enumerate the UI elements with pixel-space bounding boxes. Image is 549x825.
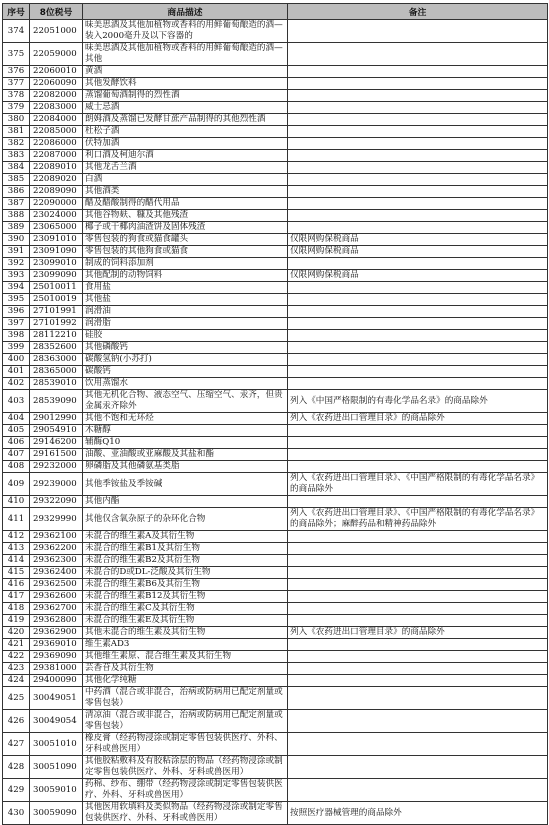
row-serial-number: 394: [3, 282, 30, 294]
row-tariff-code: 25010019: [30, 294, 83, 306]
row-serial-number: 387: [3, 198, 30, 210]
row-remark: [288, 198, 548, 210]
row-serial-number: 405: [3, 425, 30, 437]
table-row: [3, 449, 548, 461]
row-description: 清凉油（混合或非混合，治病或防病用已配定剂量或零售包装）: [83, 710, 288, 733]
row-serial-number: 383: [3, 150, 30, 162]
row-remark: [288, 579, 548, 591]
row-description: 未混合的维生素A及其衍生物: [83, 531, 288, 543]
row-remark: [288, 90, 548, 102]
table-row: [3, 138, 548, 150]
row-remark: [288, 531, 548, 543]
row-remark: [288, 663, 548, 675]
row-serial-number: 412: [3, 531, 30, 543]
row-description: 其他酒类: [83, 186, 288, 198]
table-row: [3, 461, 548, 473]
row-description: 其他龙舌兰酒: [83, 162, 288, 174]
row-remark: [288, 318, 548, 330]
table-row: [3, 126, 548, 138]
row-description: 未混合的维生素B2及其衍生物: [83, 555, 288, 567]
row-remark: [288, 366, 548, 378]
row-description: 其他胶粘敷料及有胶粘涂层的物品（经药物浸涂或制定零售包装供医疗、外科、牙科或兽医用）: [83, 756, 288, 779]
row-tariff-code: 28352600: [30, 342, 83, 354]
row-serial-number: 420: [3, 627, 30, 639]
row-remark: [288, 615, 548, 627]
row-remark: [288, 425, 548, 437]
row-serial-number: 391: [3, 246, 30, 258]
row-description: 朗姆酒及蒸馏已发酵甘蔗产品制得的其他烈性酒: [83, 114, 288, 126]
table-row: [3, 282, 548, 294]
row-tariff-code: 29369090: [30, 651, 83, 663]
row-tariff-code: 30059010: [30, 779, 83, 802]
row-remark: [288, 675, 548, 687]
row-remark: 列入《农药进出口管理目录》的商品除外: [288, 413, 548, 425]
table-row: [3, 258, 548, 270]
row-tariff-code: 29054910: [30, 425, 83, 437]
row-description: 辅酶Q10: [83, 437, 288, 449]
row-serial-number: 388: [3, 210, 30, 222]
row-serial-number: 403: [3, 390, 30, 413]
row-tariff-code: 30051010: [30, 733, 83, 756]
table-row: [3, 603, 548, 615]
table-row: [3, 210, 548, 222]
row-remark: [288, 687, 548, 710]
row-serial-number: 385: [3, 174, 30, 186]
row-tariff-code: 22090000: [30, 198, 83, 210]
row-description: 其他盐: [83, 294, 288, 306]
table-row: [3, 567, 548, 579]
row-serial-number: 395: [3, 294, 30, 306]
row-remark: [288, 258, 548, 270]
row-tariff-code: 29362600: [30, 591, 83, 603]
row-tariff-code: 29362700: [30, 603, 83, 615]
row-remark: 列入《中国严格限制的有毒化学品名录》的商品除外: [288, 390, 548, 413]
table-row: [3, 413, 548, 425]
row-remark: [288, 437, 548, 449]
row-remark: 列入《农药进出口管理目录》、《中国严格限制的有毒化学品名录》的商品除外；麻醉药品和精神药品除外: [288, 508, 548, 531]
row-serial-number: 424: [3, 675, 30, 687]
row-description: 其他谷物麸、糠及其他残渣: [83, 210, 288, 222]
row-tariff-code: 22051000: [30, 20, 83, 43]
row-remark: [288, 78, 548, 90]
row-remark: [288, 591, 548, 603]
row-tariff-code: 22089020: [30, 174, 83, 186]
row-description: 维生素AD3: [83, 639, 288, 651]
row-description: 碳酸钙: [83, 366, 288, 378]
row-serial-number: 408: [3, 461, 30, 473]
row-remark: [288, 603, 548, 615]
row-remark: 列入《农药进出口管理目录》的商品除外: [288, 627, 548, 639]
row-remark: [288, 114, 548, 126]
header-serial: 序号: [3, 4, 30, 20]
row-tariff-code: 29146200: [30, 437, 83, 449]
row-remark: [288, 543, 548, 555]
row-remark: [288, 710, 548, 733]
row-serial-number: 392: [3, 258, 30, 270]
row-tariff-code: 27101991: [30, 306, 83, 318]
row-description: 油酸、亚油酸或亚麻酸及其盐和酯: [83, 449, 288, 461]
row-tariff-code: 29239000: [30, 473, 83, 496]
row-remark: [288, 461, 548, 473]
row-remark: 列入《农药进出口管理目录》、《中国严格限制的有毒化学品名录》的商品除外: [288, 473, 548, 496]
row-serial-number: 428: [3, 756, 30, 779]
row-remark: [288, 496, 548, 508]
row-serial-number: 407: [3, 449, 30, 461]
row-description: 蒸馏葡萄酒制得的烈性酒: [83, 90, 288, 102]
row-tariff-code: 30051090: [30, 756, 83, 779]
table-row: [3, 675, 548, 687]
row-serial-number: 423: [3, 663, 30, 675]
row-serial-number: 384: [3, 162, 30, 174]
row-description: 未混合的维生素E及其衍生物: [83, 615, 288, 627]
table-row: [3, 639, 548, 651]
row-description: 其他不饱和无环烃: [83, 413, 288, 425]
row-remark: [288, 150, 548, 162]
row-serial-number: 380: [3, 114, 30, 126]
table-row: [3, 270, 548, 282]
table-row: [3, 198, 548, 210]
row-remark: [288, 102, 548, 114]
row-description: 其他未混合的维生素及其衍生物: [83, 627, 288, 639]
table-row: [3, 473, 548, 496]
row-serial-number: 376: [3, 66, 30, 78]
row-description: 白酒: [83, 174, 288, 186]
row-description: 卵磷脂及其他磷氨基类脂: [83, 461, 288, 473]
row-serial-number: 399: [3, 342, 30, 354]
row-remark: [288, 651, 548, 663]
row-serial-number: 379: [3, 102, 30, 114]
row-tariff-code: 22087000: [30, 150, 83, 162]
row-description: 未混合的维生素B1及其衍生物: [83, 543, 288, 555]
row-remark: [288, 639, 548, 651]
header-remarks: 备注: [288, 4, 548, 20]
row-tariff-code: 22085000: [30, 126, 83, 138]
row-description: 利口酒及柯迪尔酒: [83, 150, 288, 162]
row-description: 杜松子酒: [83, 126, 288, 138]
table-row: [3, 102, 548, 114]
table-row: [3, 579, 548, 591]
row-serial-number: 382: [3, 138, 30, 150]
table-row: [3, 591, 548, 603]
row-description: 未混合的维生素C及其衍生物: [83, 603, 288, 615]
row-serial-number: 375: [3, 43, 30, 66]
row-remark: [288, 222, 548, 234]
row-serial-number: 390: [3, 234, 30, 246]
row-serial-number: 377: [3, 78, 30, 90]
row-serial-number: 413: [3, 543, 30, 555]
row-tariff-code: 23065000: [30, 222, 83, 234]
row-tariff-code: 27101992: [30, 318, 83, 330]
row-description: 其他内酯: [83, 496, 288, 508]
table-header-row: [3, 4, 548, 20]
row-serial-number: 409: [3, 473, 30, 496]
row-serial-number: 414: [3, 555, 30, 567]
row-serial-number: 422: [3, 651, 30, 663]
row-tariff-code: 29362200: [30, 543, 83, 555]
row-serial-number: 406: [3, 437, 30, 449]
row-serial-number: 381: [3, 126, 30, 138]
table-row: [3, 425, 548, 437]
row-remark: [288, 378, 548, 390]
row-description: 润滑油: [83, 306, 288, 318]
row-description: 零售包装的狗食或猫食罐头: [83, 234, 288, 246]
row-tariff-code: 28112210: [30, 330, 83, 342]
table-row: [3, 663, 548, 675]
row-remark: [288, 20, 548, 43]
row-serial-number: 378: [3, 90, 30, 102]
row-tariff-code: 22089090: [30, 186, 83, 198]
table-row: [3, 615, 548, 627]
row-tariff-code: 28363000: [30, 354, 83, 366]
row-serial-number: 401: [3, 366, 30, 378]
row-remark: [288, 449, 548, 461]
row-description: 零售包装的其他狗食或猫食: [83, 246, 288, 258]
row-remark: [288, 186, 548, 198]
row-tariff-code: 29381000: [30, 663, 83, 675]
row-remark: [288, 330, 548, 342]
row-remark: [288, 779, 548, 802]
row-tariff-code: 28539090: [30, 390, 83, 413]
table-row: [3, 162, 548, 174]
table-row: [3, 150, 548, 162]
row-remark: [288, 126, 548, 138]
row-tariff-code: 25010011: [30, 282, 83, 294]
row-tariff-code: 22060010: [30, 66, 83, 78]
row-serial-number: 389: [3, 222, 30, 234]
row-tariff-code: 29400090: [30, 675, 83, 687]
row-serial-number: 418: [3, 603, 30, 615]
table-row: [3, 756, 548, 779]
table-row: [3, 306, 548, 318]
table-row: [3, 378, 548, 390]
row-serial-number: 417: [3, 591, 30, 603]
row-serial-number: 429: [3, 779, 30, 802]
row-tariff-code: 22059000: [30, 43, 83, 66]
row-description: 其他化学纯糖: [83, 675, 288, 687]
tariff-table-container: [2, 3, 547, 825]
row-tariff-code: 22083000: [30, 102, 83, 114]
row-serial-number: 397: [3, 318, 30, 330]
row-description: 其他季铵盐及季铵碱: [83, 473, 288, 496]
table-row: [3, 710, 548, 733]
row-remark: [288, 555, 548, 567]
row-remark: [288, 756, 548, 779]
row-tariff-code: 29161500: [30, 449, 83, 461]
row-remark: 仅限网购保税商品: [288, 246, 548, 258]
row-tariff-code: 23091090: [30, 246, 83, 258]
row-description: 未混合的维生素B6及其衍生物: [83, 579, 288, 591]
table-row: [3, 246, 548, 258]
table-row: [3, 733, 548, 756]
table-row: [3, 330, 548, 342]
row-tariff-code: 23091010: [30, 234, 83, 246]
table-row: [3, 354, 548, 366]
row-tariff-code: 28539010: [30, 378, 83, 390]
row-tariff-code: 22086000: [30, 138, 83, 150]
row-serial-number: 386: [3, 186, 30, 198]
row-remark: [288, 342, 548, 354]
header-description: 商品描述: [83, 4, 288, 20]
row-description: 其他无机化合物、液态空气、压缩空气、汞齐，但贵金属汞齐除外: [83, 390, 288, 413]
tariff-table: [2, 3, 548, 825]
row-remark: [288, 306, 548, 318]
row-description: 威士忌酒: [83, 102, 288, 114]
row-description: 橡皮膏（经药物浸涂或制定零售包装供医疗、外科、牙科或兽医用）: [83, 733, 288, 756]
row-description: 其他发酵饮料: [83, 78, 288, 90]
row-serial-number: 374: [3, 20, 30, 43]
row-description: 未混合的D或DL-泛酸及其衍生物: [83, 567, 288, 579]
row-tariff-code: 30049054: [30, 710, 83, 733]
table-row: [3, 687, 548, 710]
row-description: 未混合的维生素B12及其衍生物: [83, 591, 288, 603]
row-serial-number: 415: [3, 567, 30, 579]
row-description: 芸香苷及其衍生物: [83, 663, 288, 675]
row-tariff-code: 29362400: [30, 567, 83, 579]
row-remark: [288, 294, 548, 306]
row-tariff-code: 29362500: [30, 579, 83, 591]
row-tariff-code: 29012990: [30, 413, 83, 425]
table-row: [3, 531, 548, 543]
row-remark: [288, 567, 548, 579]
table-row: [3, 66, 548, 78]
row-description: 味美思酒及其他加植物或香料的用鲜葡萄酿造的酒—装入2000毫升及以下容器的: [83, 20, 288, 43]
row-serial-number: 398: [3, 330, 30, 342]
table-row: [3, 496, 548, 508]
row-serial-number: 427: [3, 733, 30, 756]
row-tariff-code: 23099010: [30, 258, 83, 270]
row-tariff-code: 22089010: [30, 162, 83, 174]
table-row: [3, 651, 548, 663]
row-description: 其他配制的动物饲料: [83, 270, 288, 282]
table-row: [3, 543, 548, 555]
row-tariff-code: 22082000: [30, 90, 83, 102]
row-description: 醋及醋酸制得的醋代用品: [83, 198, 288, 210]
row-description: 制成的饲料添加剂: [83, 258, 288, 270]
table-row: [3, 20, 548, 43]
row-remark: [288, 733, 548, 756]
row-serial-number: 393: [3, 270, 30, 282]
table-row: [3, 234, 548, 246]
row-tariff-code: 28365000: [30, 366, 83, 378]
row-remark: 仅限网购保税商品: [288, 270, 548, 282]
row-description: 椰子或干椰肉油渣饼及固体残渣: [83, 222, 288, 234]
row-description: 其他仅含氧杂原子的杂环化合物: [83, 508, 288, 531]
table-row: [3, 508, 548, 531]
row-description: 黄酒: [83, 66, 288, 78]
row-tariff-code: 23099090: [30, 270, 83, 282]
row-serial-number: 416: [3, 579, 30, 591]
table-row: [3, 294, 548, 306]
row-serial-number: 396: [3, 306, 30, 318]
row-serial-number: 426: [3, 710, 30, 733]
row-remark: [288, 210, 548, 222]
row-tariff-code: 29329990: [30, 508, 83, 531]
row-description: 其他磷酸钙: [83, 342, 288, 354]
row-remark: 仅限网购保税商品: [288, 234, 548, 246]
table-body: [3, 20, 548, 825]
row-description: 伏特加酒: [83, 138, 288, 150]
row-tariff-code: 23024000: [30, 210, 83, 222]
table-row: [3, 390, 548, 413]
row-serial-number: 421: [3, 639, 30, 651]
row-tariff-code: 29362800: [30, 615, 83, 627]
row-remark: [288, 43, 548, 66]
table-row: [3, 78, 548, 90]
row-remark: [288, 354, 548, 366]
row-description: 药棉、纱布、绷带（经药物浸涂或制定零售包装供医疗、外科、牙科或兽医用）: [83, 779, 288, 802]
row-remark: 按照医疗器械管理的商品除外: [288, 802, 548, 825]
row-tariff-code: 30059090: [30, 802, 83, 825]
row-tariff-code: 29322090: [30, 496, 83, 508]
row-description: 碳酸氢钠(小苏打): [83, 354, 288, 366]
row-remark: [288, 282, 548, 294]
row-description: 饮用蒸馏水: [83, 378, 288, 390]
row-tariff-code: 22060090: [30, 78, 83, 90]
table-row: [3, 802, 548, 825]
table-row: [3, 627, 548, 639]
row-serial-number: 404: [3, 413, 30, 425]
row-serial-number: 425: [3, 687, 30, 710]
table-row: [3, 318, 548, 330]
table-row: [3, 90, 548, 102]
table-row: [3, 437, 548, 449]
row-serial-number: 402: [3, 378, 30, 390]
row-description: 食用盐: [83, 282, 288, 294]
row-tariff-code: 29232000: [30, 461, 83, 473]
row-tariff-code: 22084000: [30, 114, 83, 126]
header-tariff-code: 8位税号: [30, 4, 83, 20]
row-description: 木糖醇: [83, 425, 288, 437]
row-description: 其他医用软填料及类似物品（经药物浸涂或制定零售包装供医疗、外科、牙科或兽医用）: [83, 802, 288, 825]
row-remark: [288, 174, 548, 186]
row-tariff-code: 29362900: [30, 627, 83, 639]
row-serial-number: 419: [3, 615, 30, 627]
table-row: [3, 174, 548, 186]
table-row: [3, 555, 548, 567]
row-remark: [288, 162, 548, 174]
row-description: 味美思酒及其他加植物或香料的用鲜葡萄酿造的酒—其他: [83, 43, 288, 66]
row-serial-number: 430: [3, 802, 30, 825]
row-description: 润滑脂: [83, 318, 288, 330]
table-row: [3, 186, 548, 198]
row-description: 中药酒（混合或非混合，治病或防病用已配定剂量或零售包装）: [83, 687, 288, 710]
row-tariff-code: 30049051: [30, 687, 83, 710]
row-serial-number: 410: [3, 496, 30, 508]
row-serial-number: 400: [3, 354, 30, 366]
row-description: 其他维生素原、混合维生素及其衍生物: [83, 651, 288, 663]
table-row: [3, 43, 548, 66]
row-serial-number: 411: [3, 508, 30, 531]
row-tariff-code: 29369010: [30, 639, 83, 651]
row-remark: [288, 138, 548, 150]
table-row: [3, 366, 548, 378]
table-row: [3, 114, 548, 126]
table-row: [3, 779, 548, 802]
row-tariff-code: 29362300: [30, 555, 83, 567]
row-remark: [288, 66, 548, 78]
table-row: [3, 222, 548, 234]
row-tariff-code: 29362100: [30, 531, 83, 543]
row-description: 硅胶: [83, 330, 288, 342]
table-row: [3, 342, 548, 354]
